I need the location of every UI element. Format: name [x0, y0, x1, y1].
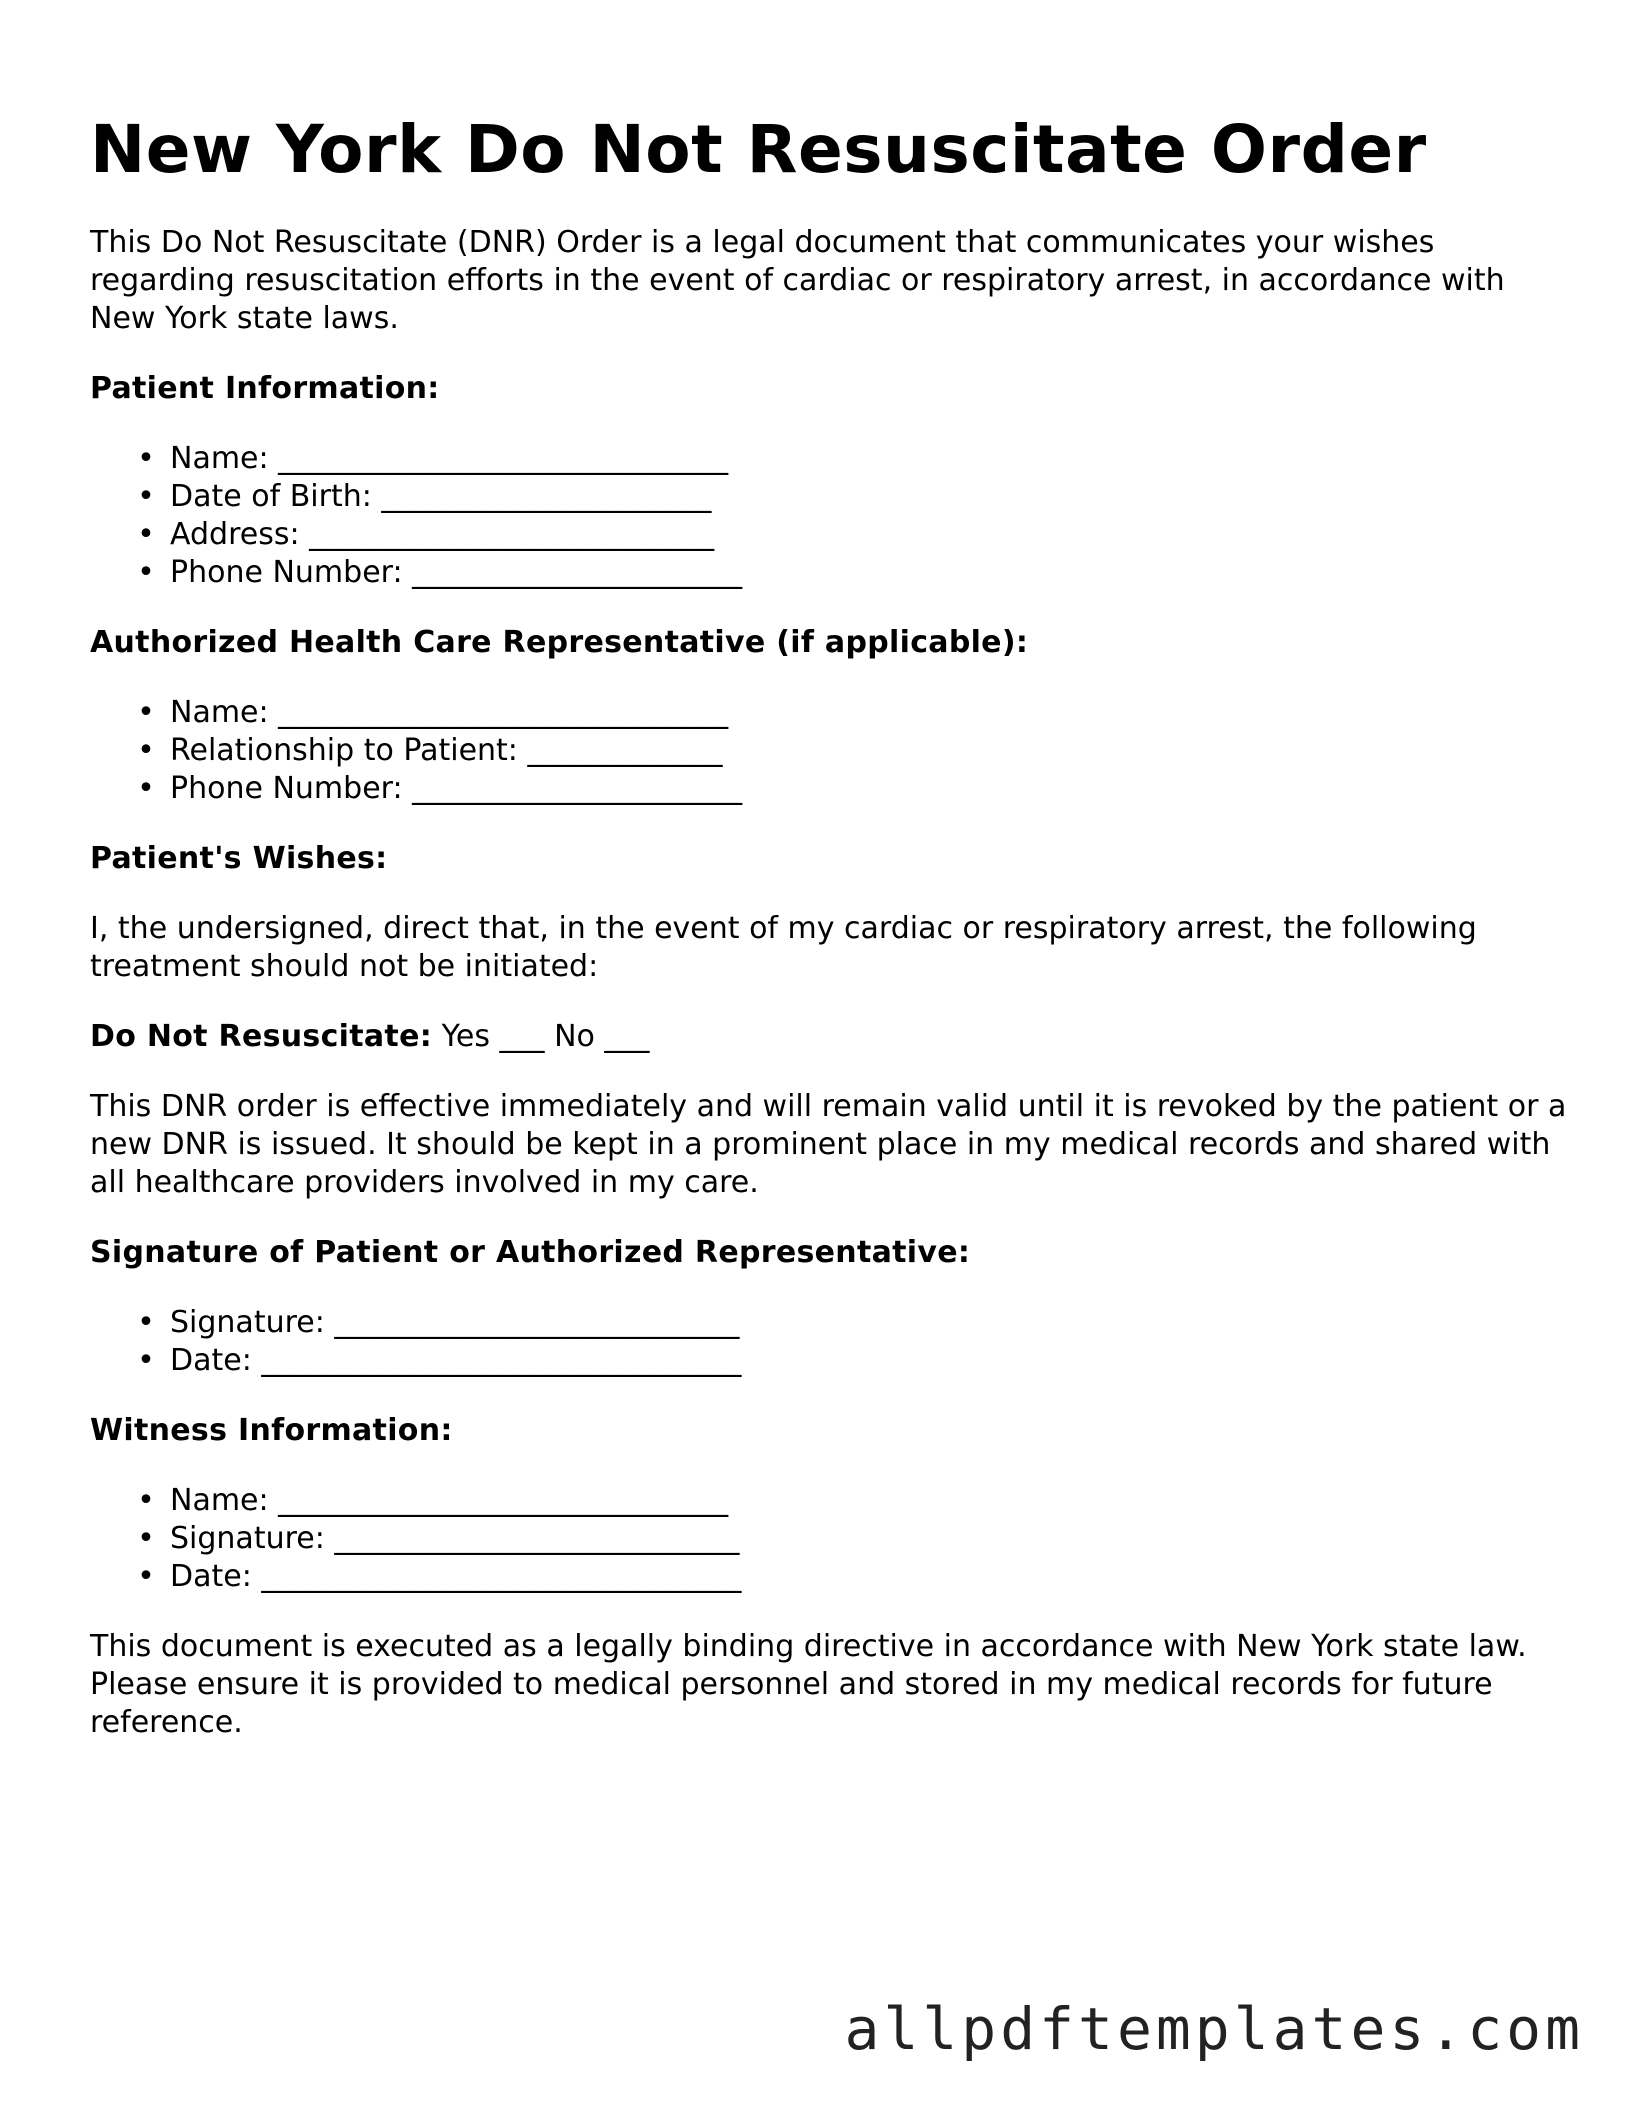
signature-heading: Signature of Patient or Authorized Representative: [90, 1235, 971, 1270]
wishes-heading: Patient's Wishes: [90, 841, 388, 876]
watermark-text: allpdftemplates.com [844, 1995, 1584, 2063]
list-item: • Phone Number: ______________________ [137, 555, 743, 590]
dnr-choice-line [90, 1018, 1570, 1056]
intro-paragraph: This Do Not Resuscitate (DNR) Order is a legal document that communicates your wishes regarding resuscitation efforts in the event of cardiac or respiratory arrest, in accordance with New York state laws. [90, 225, 1505, 336]
bullet-icon: • [137, 1305, 155, 1340]
bullet-icon: • [137, 555, 155, 590]
list-item: • Name: ______________________________ [137, 1483, 729, 1518]
bullet-icon: • [137, 1521, 155, 1556]
effective-paragraph: This DNR order is effective immediately and will remain valid until it is revoked by the patient or a new DNR is issued. It should be kept in a prominent place in my medical records and shared with all healthcare providers involved in my care. [90, 1089, 1567, 1200]
list-item: • Date of Birth: ______________________ [137, 479, 712, 514]
list-item: • Name: ______________________________ [137, 695, 729, 730]
representative-list [90, 694, 1570, 808]
bullet-icon: • [137, 517, 155, 552]
patient-info-list [90, 440, 1570, 592]
dnr-options: Yes ___ No ___ [441, 1019, 650, 1054]
list-item: • Signature: ___________________________ [137, 1521, 740, 1556]
document-page [90, 110, 1570, 1774]
list-item: • Relationship to Patient: _____________ [137, 733, 723, 768]
patient-info-heading: Patient Information: [90, 371, 440, 406]
bullet-icon: • [137, 1559, 155, 1594]
list-item: • Date: ________________________________ [137, 1343, 742, 1378]
list-item: • Phone Number: ______________________ [137, 771, 743, 806]
bullet-icon: • [137, 1483, 155, 1518]
witness-list [90, 1482, 1570, 1596]
wishes-paragraph: I, the undersigned, direct that, in the event of my cardiac or respiratory arrest, the following treatment should not be initiated: [90, 911, 1477, 984]
signature-list [90, 1304, 1570, 1380]
bullet-icon: • [137, 771, 155, 806]
bullet-icon: • [137, 733, 155, 768]
witness-heading: Witness Information: [90, 1413, 453, 1448]
list-item: • Address: ___________________________ [137, 517, 715, 552]
list-item: • Date: ________________________________ [137, 1559, 742, 1594]
representative-heading: Authorized Health Care Representative (if applicable): [90, 625, 1029, 660]
bullet-icon: • [137, 479, 155, 514]
dnr-label: Do Not Resuscitate: [90, 1019, 433, 1054]
bullet-icon: • [137, 441, 155, 476]
bullet-icon: • [137, 695, 155, 730]
list-item: • Signature: ___________________________ [137, 1305, 740, 1340]
closing-paragraph: This document is executed as a legally binding directive in accordance with New York state law. Please ensure it is provided to medical personnel and stored in my medical records for future reference. [90, 1629, 1527, 1740]
page-title: New York Do Not Resuscitate Order [90, 111, 1427, 188]
list-item: • Name: ______________________________ [137, 441, 729, 476]
bullet-icon: • [137, 1343, 155, 1378]
